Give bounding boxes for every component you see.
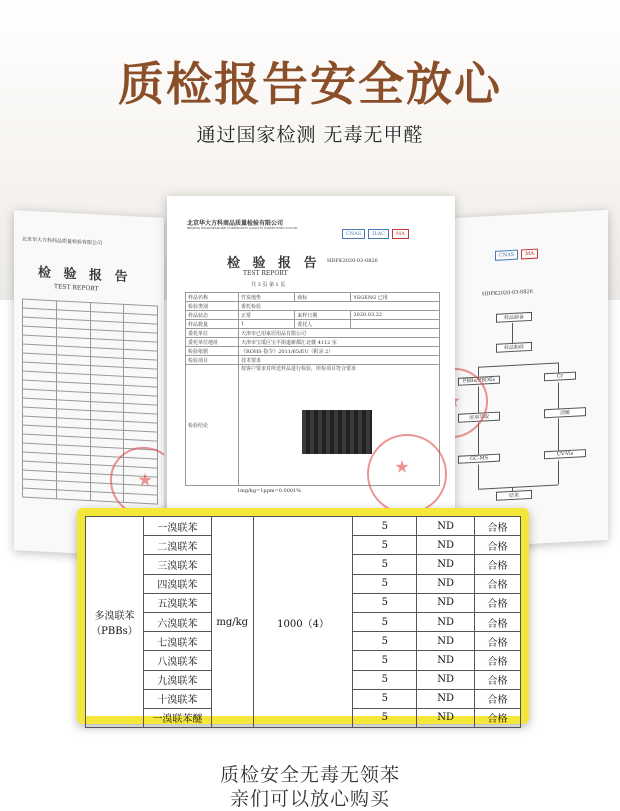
flowchart-connector xyxy=(478,485,558,490)
center-doc-org-en: BEIJING HUADAFANGKE COMMODITY QUALITY INSPECTION CO.LTD xyxy=(187,226,298,231)
group-label: 多溴联苯 xyxy=(94,611,135,623)
group-label-abbrev: （PBBs） xyxy=(91,626,138,638)
table-row xyxy=(186,320,440,329)
field-label: 检验结论 xyxy=(186,365,239,486)
left-doc-org: 北京华大方科商品质量检验有限公司 xyxy=(22,236,103,247)
flowchart-step: 结果 xyxy=(496,490,532,501)
flowchart-step: 样品制备 xyxy=(496,312,532,323)
judge-cell: 合格 xyxy=(475,555,521,574)
compound-name-cell: 六溴联苯 xyxy=(143,612,211,631)
result-table-container xyxy=(85,516,521,726)
mdl-cell: 5 xyxy=(353,632,417,651)
flowchart-step: 消解 xyxy=(544,407,586,418)
left-doc-title-en: TEST REPORT xyxy=(54,283,99,293)
field-value: 天津市宝坻区宝平街道新都汇北楼 4112 室 xyxy=(239,338,440,347)
center-doc-page: 共 3 页 第 1 页 xyxy=(251,282,286,288)
mdl-cell: 5 xyxy=(353,689,417,708)
judge-cell: 合格 xyxy=(475,612,521,631)
compound-name-cell: 七溴联苯 xyxy=(143,632,211,651)
mdl-cell: 5 xyxy=(353,651,417,670)
bottom-caption-1: 质检安全无毒无领苯 xyxy=(219,764,400,786)
mdl-cell: 5 xyxy=(353,708,417,727)
center-doc-logos xyxy=(339,220,409,239)
flowchart-connector xyxy=(558,418,559,450)
flowchart-connector xyxy=(558,382,559,408)
judge-cell: 合格 xyxy=(475,670,521,689)
result-highlight-frame xyxy=(77,508,529,724)
report-page-right xyxy=(452,210,608,548)
ma-logo-icon: MA xyxy=(521,249,538,260)
judge-cell: 合格 xyxy=(475,632,521,651)
flowchart-connector xyxy=(512,487,513,491)
cnas-logo-icon: CNAS xyxy=(495,250,518,261)
result-cell: ND xyxy=(417,574,475,593)
result-cell: ND xyxy=(417,612,475,631)
ilac-logo-icon: ILAC xyxy=(368,229,389,239)
compound-name-cell: 八溴联苯 xyxy=(143,651,211,670)
field-value: 天津市已用家居用品有限公司 xyxy=(239,329,440,338)
flowchart-connector xyxy=(558,460,559,484)
table-row xyxy=(186,356,440,365)
compound-name-cell: 九溴联苯 xyxy=(143,670,211,689)
table-row xyxy=(186,338,440,347)
result-table xyxy=(85,516,521,728)
judge-cell: 合格 xyxy=(475,593,521,612)
table-row xyxy=(86,517,521,536)
field-label: 检验项目 xyxy=(186,356,239,365)
result-cell: ND xyxy=(417,632,475,651)
field-label: 委托单位地址 xyxy=(186,338,239,347)
compound-name-cell: 十溴联苯 xyxy=(143,689,211,708)
flowchart-step: UV-Vis xyxy=(544,449,586,459)
field-value: 1 xyxy=(239,320,295,329)
field-label: 委托单位 xyxy=(186,329,239,338)
center-doc-report-no: HDFK2020-03-0826 xyxy=(327,258,378,264)
compound-name-cell: 三溴联苯 xyxy=(143,555,211,574)
judge-cell: 合格 xyxy=(475,536,521,555)
flowchart-connector xyxy=(478,423,479,455)
report-page-center xyxy=(167,196,455,556)
result-cell: ND xyxy=(417,555,475,574)
judge-cell: 合格 xyxy=(475,689,521,708)
ma-logo-icon: MA xyxy=(392,229,409,239)
mdl-cell: 5 xyxy=(353,555,417,574)
result-cell: ND xyxy=(417,593,475,612)
flowchart-step: 溶剂萃取 xyxy=(458,412,500,423)
table-cell xyxy=(56,490,90,501)
flowchart-step: GC-MS xyxy=(458,454,500,464)
table-row xyxy=(186,302,440,311)
limit-cell: 1000（4） xyxy=(253,517,353,728)
judge-cell: 合格 xyxy=(475,574,521,593)
field-label: 样品名称 xyxy=(186,293,239,302)
field-label: 委托人 xyxy=(295,320,351,329)
center-doc-note: 1mg/kg=1ppm=0.0001% xyxy=(237,488,301,494)
flowchart-connector xyxy=(478,465,479,489)
flowchart-connector xyxy=(478,367,479,377)
field-label: 来样日期 xyxy=(295,311,351,320)
field-value: 委托检验 xyxy=(239,302,440,311)
table-row xyxy=(186,329,440,338)
compound-name-cell: 一溴联苯醚 xyxy=(143,708,211,727)
group-label-cell xyxy=(86,517,144,728)
unit-cell: mg/kg xyxy=(211,517,253,728)
mdl-cell: 5 xyxy=(353,517,417,536)
flowchart-step: 样品粉碎 xyxy=(496,342,532,353)
field-value: 技术要求 xyxy=(239,356,440,365)
field-value: YSGENG 已用 xyxy=(351,293,440,302)
result-cell: ND xyxy=(417,536,475,555)
field-value: 2020.03.22 xyxy=(351,311,440,320)
mdl-cell: 5 xyxy=(353,612,417,631)
flowchart-connector xyxy=(512,323,513,343)
center-doc-title-en: TEST REPORT xyxy=(243,270,288,277)
judge-cell: 合格 xyxy=(475,651,521,670)
bottom-caption-2: 亲们可以放心购买 xyxy=(229,788,390,810)
table-cell xyxy=(23,488,57,499)
left-doc-title: 检 验 报 告 xyxy=(38,265,132,286)
flowchart-connector xyxy=(478,363,558,368)
field-label: 样品数量 xyxy=(186,320,239,329)
field-value xyxy=(351,320,440,329)
page-headline: 质检报告安全放心 xyxy=(118,57,502,111)
mdl-cell: 5 xyxy=(353,670,417,689)
table-row xyxy=(186,311,440,320)
mdl-cell: 5 xyxy=(353,574,417,593)
judge-cell: 合格 xyxy=(475,708,521,727)
table-row xyxy=(186,347,440,356)
field-value: 竹炭地垫 xyxy=(239,293,295,302)
center-doc-title: 检 验 报 告 xyxy=(227,256,321,271)
flowchart-step: PBBs/PBDEs xyxy=(458,376,500,386)
report-page-left xyxy=(14,210,164,558)
compound-name-cell: 五溴联苯 xyxy=(143,593,211,612)
field-label: 检验依据 xyxy=(186,347,239,356)
cnas-logo-icon: CNAS xyxy=(342,229,365,239)
judge-cell: 合格 xyxy=(475,517,521,536)
result-cell: ND xyxy=(417,670,475,689)
field-value: 正常 xyxy=(239,311,295,320)
field-value: 按客户要求对所送样品进行检验，所检项目符合要求 xyxy=(239,365,440,486)
mdl-cell: 5 xyxy=(353,593,417,612)
page-subheadline: 通过国家检测 无毒无甲醛 xyxy=(196,124,424,146)
mdl-cell: 5 xyxy=(353,536,417,555)
center-doc-stamp xyxy=(367,434,447,514)
field-value: 《ROHS 指令》2011/65/EU（附录 2） xyxy=(239,347,440,356)
result-cell: ND xyxy=(417,651,475,670)
product-photo xyxy=(302,410,372,454)
result-cell: ND xyxy=(417,517,475,536)
flowchart-connector xyxy=(558,362,559,372)
compound-name-cell: 二溴联苯 xyxy=(143,536,211,555)
compound-name-cell: 一溴联苯 xyxy=(143,517,211,536)
flowchart-step: Cr xyxy=(544,372,576,382)
center-doc-org: 北京华大方科商品质量检验有限公司 xyxy=(187,220,284,227)
result-cell: ND xyxy=(417,689,475,708)
field-label: 检验类别 xyxy=(186,302,239,311)
result-cell: ND xyxy=(417,708,475,727)
field-label: 商标 xyxy=(295,293,351,302)
compound-name-cell: 四溴联苯 xyxy=(143,574,211,593)
field-label: 样品状态 xyxy=(186,311,239,320)
table-row xyxy=(186,293,440,302)
right-doc-report-no: HDFK2020-03-0826 xyxy=(482,288,533,298)
